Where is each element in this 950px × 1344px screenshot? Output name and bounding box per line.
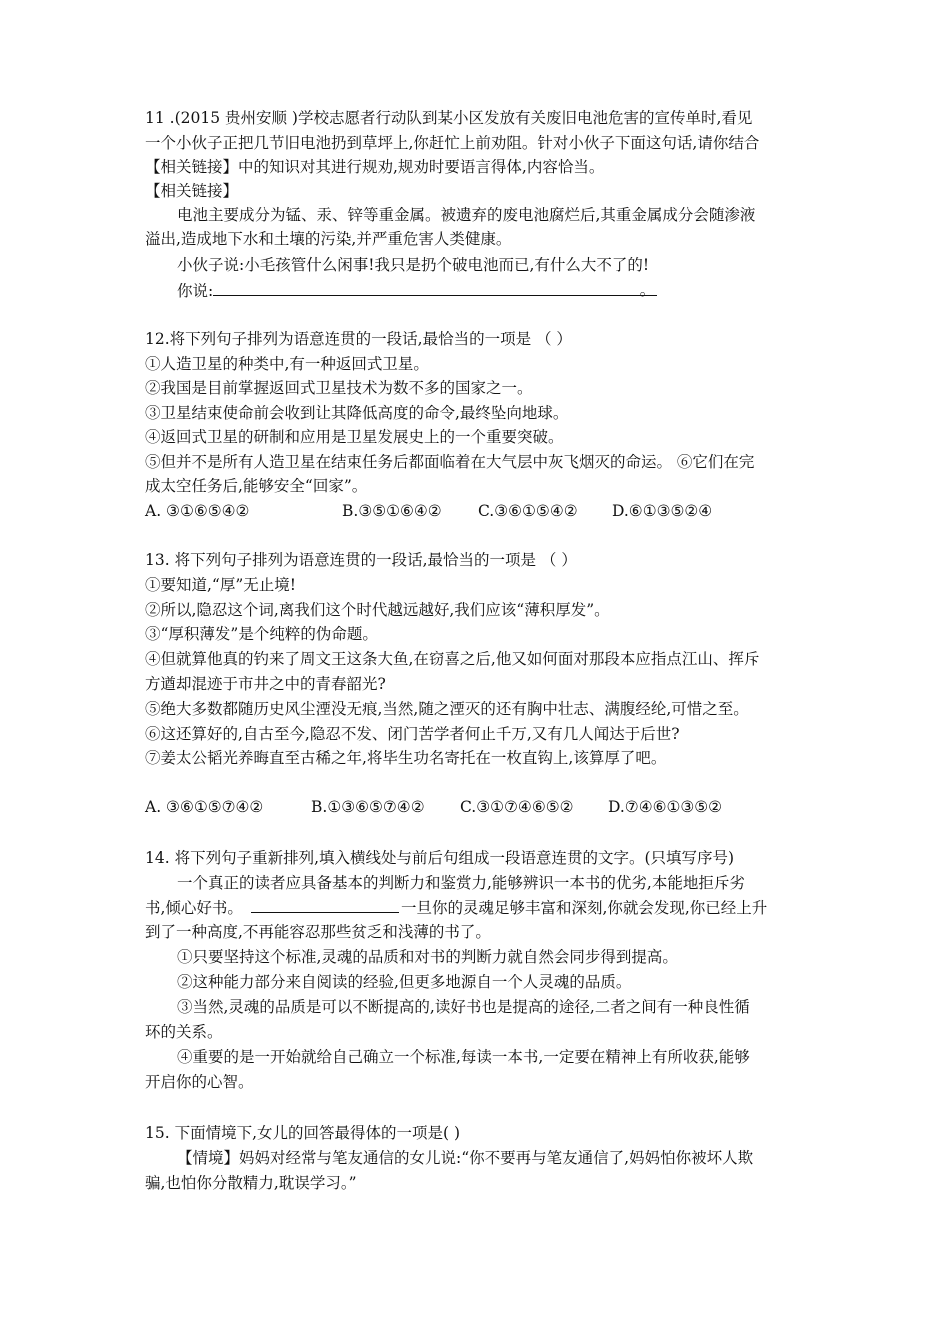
q12-option-b[interactable]: B.③⑤①⑥④② [342, 502, 442, 520]
q14-option-1: ①只要坚持这个标准,灵魂的品质和对书的判断力就自然会同步得到提高。 [177, 948, 678, 966]
q14-option-3b: 环的关系。 [145, 1023, 223, 1041]
q13-sentence-3: ③“厚积薄发”是个纯粹的伪命题。 [145, 625, 378, 643]
q13-sentence-5: ⑤绝大多数都随历史风尘湮没无痕,当然,随之湮灭的还有胸中壮志、满腹经纶,可惜之至。 [145, 700, 749, 718]
q13-option-a[interactable]: A. ③⑥①⑤⑦④② [145, 798, 264, 816]
q14-passage-2b: 一旦你的灵魂足够丰富和深刻,你就会发现,你已经上升 [400, 899, 768, 917]
q14-passage-2a: 书,倾心好书。 [145, 899, 243, 917]
q12-options [145, 501, 712, 521]
q11-dialog: 小伙子说:小毛孩管什么闲事!我只是扔个破电池而已,有什么大不了的! [177, 256, 650, 274]
q11-link-header: 【相关链接】 [145, 182, 239, 200]
q14-fill-blank[interactable] [251, 897, 399, 913]
q11-stem-line-1: 11 .(2015 贵州安顺 )学校志愿者行动队到某小区发放有关废旧电池危害的宣传单时,看见 [145, 109, 753, 127]
q15-stem: 15. 下面情境下,女儿的回答最得体的一项是( ) [145, 1124, 461, 1142]
q12-sentence-6: 成太空任务后,能够安全“回家”。 [145, 477, 368, 495]
q11-stem-line-3: 【相关链接】中的知识对其进行规劝,规劝时要语言得体,内容恰当。 [145, 158, 605, 176]
q13-option-c[interactable]: C.③①⑦④⑥⑤② [460, 798, 574, 816]
q14-option-2: ②这种能力部分来自阅读的经验,但更多地源自一个人灵魂的品质。 [177, 973, 632, 991]
q14-stem: 14. 将下列句子重新排列,填入横线处与前后句组成一段语意连贯的文字。(只填写序号) [145, 849, 735, 867]
q14-option-4b: 开启你的心智。 [145, 1073, 254, 1091]
q13-sentence-4b: 方遒却混迹于市井之中的青春韶光? [145, 675, 386, 693]
q14-passage-3: 到了一种高度,不再能容忍那些贫乏和浅薄的书了。 [145, 923, 491, 941]
q11-end-mark: 。 [639, 281, 656, 299]
q12-sentence-4: ④返回式卫星的研制和应用是卫星发展史上的一个重要突破。 [145, 428, 564, 446]
q14-option-3a: ③当然,灵魂的品质是可以不断提高的,读好书也是提高的途径,二者之间有一种良性循 [177, 998, 750, 1016]
q11-you-say-label: 你说: [177, 282, 214, 300]
q14-passage-2 [145, 897, 767, 917]
q13-stem: 13. 将下列句子排列为语意连贯的一段话,最恰当的一项是 （ ） [145, 551, 577, 569]
q13-sentence-1: ①要知道,“厚”无止境! [145, 576, 297, 594]
q13-sentence-7: ⑦姜太公韬光养晦直至古稀之年,将毕生功名寄托在一枚直钩上,该算厚了吧。 [145, 749, 667, 767]
q11-answer-line [177, 280, 657, 300]
q13-option-b[interactable]: B.①③⑥⑤⑦④② [311, 798, 425, 816]
q15-context-2: 骗,也怕你分散精力,耽误学习。” [145, 1174, 357, 1192]
q12-sentence-5: ⑤但并不是所有人造卫星在结束任务后都面临着在大气层中灰飞烟灭的命运。 ⑥它们在完 [145, 453, 755, 471]
q12-sentence-1: ①人造卫星的种类中,有一种返回式卫星。 [145, 355, 429, 373]
q12-stem: 12.将下列句子排列为语意连贯的一段话,最恰当的一项是 （ ） [145, 330, 572, 348]
q11-link-text-1: 电池主要成分为锰、汞、锌等重金属。被遗弃的废电池腐烂后,其重金属成分会随渗液 [177, 206, 756, 224]
q11-link-text-2: 溢出,造成地下水和土壤的污染,并严重危害人类健康。 [145, 230, 512, 248]
q13-sentence-6: ⑥这还算好的,自古至今,隐忍不发、闭门苦学者何止千万,又有几人闻达于后世? [145, 725, 680, 743]
q12-sentence-3: ③卫星结束使命前会收到让其降低高度的命令,最终坠向地球。 [145, 404, 569, 422]
q12-option-a[interactable]: A. ③①⑥⑤④② [145, 502, 250, 520]
q13-sentence-2: ②所以,隐忍这个词,离我们这个时代越远越好,我们应该“薄积厚发”。 [145, 601, 610, 619]
q14-passage-1: 一个真正的读者应具备基本的判断力和鉴赏力,能够辨识一本书的优劣,本能地拒斥劣 [177, 874, 745, 892]
q11-answer-blank[interactable] [213, 280, 657, 299]
q12-sentence-2: ②我国是目前掌握返回式卫星技术为数不多的国家之一。 [145, 379, 533, 397]
q13-option-d[interactable]: D.⑦④⑥①③⑤② [608, 798, 723, 816]
q12-option-d[interactable]: D.⑥①③⑤②④ [612, 502, 713, 520]
q12-option-c[interactable]: C.③⑥①⑤④② [478, 502, 578, 520]
q13-options [145, 797, 722, 817]
q14-option-4a: ④重要的是一开始就给自己确立一个标准,每读一本书,一定要在精神上有所收获,能够 [177, 1048, 750, 1066]
q15-context-1: 【情境】妈妈对经常与笔友通信的女儿说:“你不要再与笔友通信了,妈妈怕你被坏人欺 [177, 1149, 754, 1167]
q11-stem-line-2: 一个小伙子正把几节旧电池扔到草坪上,你赶忙上前劝阻。针对小伙子下面这句话,请你结合 [145, 134, 760, 152]
q13-sentence-4a: ④但就算他真的钓来了周文王这条大鱼,在窃喜之后,他又如何面对那段本应指点江山、挥斥 [145, 650, 760, 668]
